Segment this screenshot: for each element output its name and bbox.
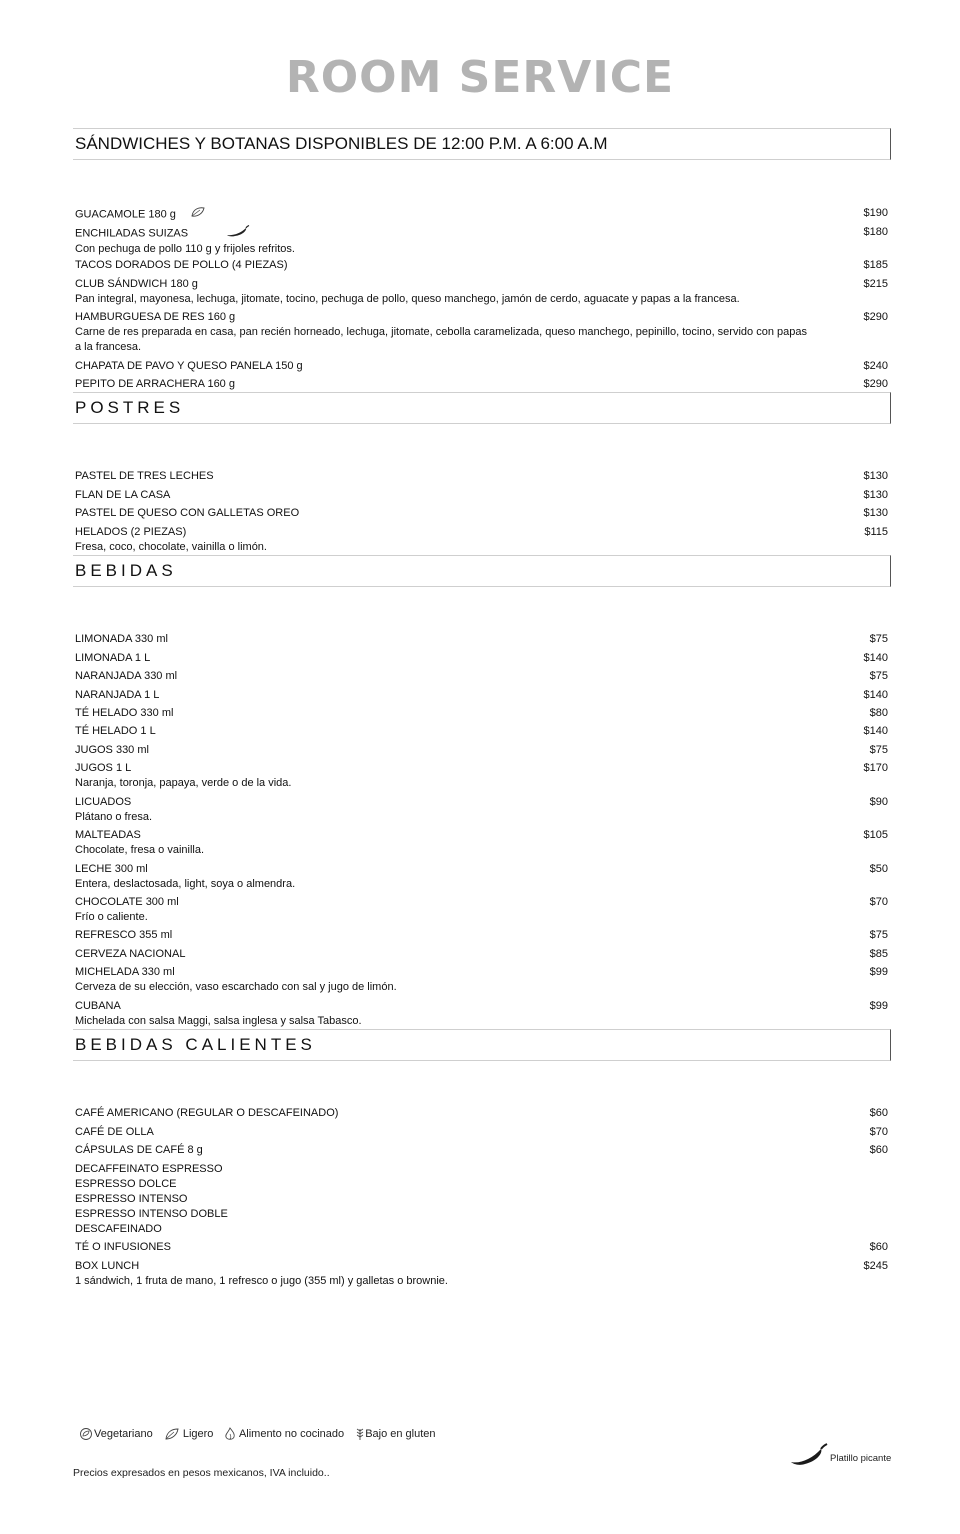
item-price: $245 bbox=[863, 1260, 888, 1272]
menu-item bbox=[75, 651, 888, 666]
legend-label: Vegetariano bbox=[94, 1427, 153, 1440]
item-price: $85 bbox=[869, 948, 888, 960]
item-name: CHOCOLATE 300 ml bbox=[75, 896, 179, 908]
menu-item bbox=[75, 258, 888, 273]
item-name: PEPITO DE ARRACHERA 160 g bbox=[75, 378, 235, 390]
legend-vegetariano bbox=[78, 1427, 153, 1441]
item-price: $75 bbox=[869, 929, 888, 941]
item-name: FLAN DE LA CASA bbox=[75, 489, 171, 501]
item-price: $99 bbox=[869, 1000, 888, 1012]
item-description: Chocolate, fresa o vainilla. bbox=[75, 844, 205, 856]
price-note: Precios expresados en pesos mexicanos, IVA incluido.. bbox=[73, 1467, 330, 1479]
page-title: ROOM SERVICE bbox=[285, 52, 675, 103]
menu-item bbox=[75, 828, 888, 858]
section-sandwiches bbox=[73, 128, 891, 390]
item-name: NARANJADA 1 L bbox=[75, 689, 160, 701]
menu-item bbox=[75, 206, 888, 223]
item-price: $140 bbox=[863, 689, 888, 701]
item-name: MICHELADA 330 ml bbox=[75, 966, 175, 978]
item-name: TÉ O INFUSIONES bbox=[75, 1241, 171, 1253]
item-price: $60 bbox=[869, 1107, 888, 1119]
menu-item bbox=[75, 795, 888, 825]
chili-icon bbox=[226, 225, 250, 242]
item-price: $130 bbox=[863, 489, 888, 501]
legend-no-cocinado bbox=[224, 1427, 344, 1441]
item-price: $290 bbox=[863, 378, 888, 390]
item-price: $75 bbox=[869, 744, 888, 756]
menu-item bbox=[75, 724, 888, 739]
item-description: Carne de res preparada en casa, pan recién horneado, lechuga, jitomate, cebolla caramelizada, queso manchego, pepinillo, tocino, servido con papas a la francesa. bbox=[75, 326, 807, 353]
chili-icon bbox=[790, 1442, 828, 1466]
menu-item bbox=[75, 1259, 888, 1289]
item-name: REFRESCO 355 ml bbox=[75, 929, 173, 941]
menu-item bbox=[75, 965, 888, 995]
item-price: $115 bbox=[864, 526, 888, 538]
menu-item bbox=[75, 1143, 888, 1237]
item-name: CÁPSULAS DE CAFÉ 8 g bbox=[75, 1144, 203, 1156]
item-description: 1 sándwich, 1 fruta de mano, 1 refresco o jugo (355 ml) y galletas o brownie. bbox=[75, 1275, 448, 1287]
capsule-option: DECAFFEINATO ESPRESSO bbox=[75, 1163, 223, 1175]
item-name: CLUB SÁNDWICH 180 g bbox=[75, 278, 198, 290]
capsule-option: DESCAFEINADO bbox=[75, 1223, 162, 1235]
section-postres bbox=[73, 392, 891, 553]
legend-gluten bbox=[355, 1427, 435, 1441]
section-header bbox=[73, 555, 891, 587]
menu-item bbox=[75, 669, 888, 684]
item-description: Con pechuga de pollo 110 g y frijoles refritos. bbox=[75, 243, 295, 255]
menu-item bbox=[75, 743, 888, 758]
leaf-icon bbox=[164, 1428, 180, 1440]
item-name: PASTEL DE TRES LECHES bbox=[75, 470, 214, 482]
menu-item bbox=[75, 895, 888, 925]
item-price: $240 bbox=[863, 360, 888, 372]
legend-ligero bbox=[164, 1427, 214, 1441]
menu-item bbox=[75, 469, 888, 484]
sprout-icon bbox=[78, 1428, 94, 1440]
item-name: CAFÉ AMERICANO (REGULAR O DESCAFEINADO) bbox=[75, 1107, 339, 1119]
menu-item bbox=[75, 688, 888, 703]
legend-picante bbox=[790, 1442, 892, 1469]
menu-item bbox=[75, 706, 888, 721]
item-price: $75 bbox=[869, 670, 888, 682]
item-price: $50 bbox=[869, 863, 888, 875]
menu-item bbox=[75, 377, 888, 392]
section-header bbox=[73, 392, 891, 424]
item-name: TÉ HELADO 1 L bbox=[75, 725, 156, 737]
menu-item bbox=[75, 1106, 888, 1121]
item-name: NARANJADA 330 ml bbox=[75, 670, 178, 682]
capsule-option: ESPRESSO INTENSO DOBLE bbox=[75, 1208, 228, 1220]
item-price: $130 bbox=[863, 507, 888, 519]
item-description: Entera, deslactosada, light, soya o almendra. bbox=[75, 878, 296, 890]
item-price: $105 bbox=[863, 829, 888, 841]
item-description: Frío o caliente. bbox=[75, 911, 148, 923]
legend-label: Alimento no cocinado bbox=[238, 1427, 345, 1440]
item-name: CUBANA bbox=[75, 1000, 121, 1012]
section-heading: BEBIDAS bbox=[75, 561, 177, 580]
item-name: CAFÉ DE OLLA bbox=[75, 1126, 154, 1138]
menu-item bbox=[75, 506, 888, 521]
menu-item bbox=[75, 310, 888, 355]
item-description: Michelada con salsa Maggi, salsa inglesa y salsa Tabasco. bbox=[75, 1015, 362, 1027]
item-description: Naranja, toronja, papaya, verde o de la vida. bbox=[75, 777, 292, 789]
section-bebidas-calientes bbox=[73, 1029, 891, 1287]
item-price: $90 bbox=[869, 796, 888, 808]
item-price: $170 bbox=[863, 762, 888, 774]
item-name: PASTEL DE QUESO CON GALLETAS OREO bbox=[75, 507, 300, 519]
item-name: ENCHILADAS SUIZAS bbox=[75, 227, 189, 240]
item-price: $190 bbox=[863, 207, 888, 219]
item-price: $290 bbox=[863, 311, 888, 323]
item-description: Pan integral, mayonesa, lechuga, jitomate, tocino, pechuga de pollo, queso manchego, jamón de cerdo, aguacate y papas a la francesa. bbox=[75, 293, 740, 305]
item-price: $75 bbox=[869, 633, 888, 645]
menu-item bbox=[75, 632, 888, 647]
item-name: CHAPATA DE PAVO Y QUESO PANELA 150 g bbox=[75, 360, 303, 372]
menu-item bbox=[75, 225, 888, 257]
item-description: Plátano o fresa. bbox=[75, 811, 153, 823]
menu-item bbox=[75, 999, 888, 1029]
menu-item bbox=[75, 525, 888, 555]
item-price: $140 bbox=[863, 652, 888, 664]
item-name: TÉ HELADO 330 ml bbox=[75, 707, 174, 719]
item-price: $80 bbox=[869, 707, 888, 719]
item-description: Cerveza de su elección, vaso escarchado con sal y jugo de limón. bbox=[75, 981, 397, 993]
item-price: $130 bbox=[863, 470, 888, 482]
item-name: JUGOS 330 ml bbox=[75, 744, 149, 756]
item-price: $70 bbox=[869, 1126, 888, 1138]
menu-item bbox=[75, 359, 888, 374]
item-name: LIMONADA 330 ml bbox=[75, 633, 168, 645]
section-header bbox=[73, 128, 891, 160]
item-name: CERVEZA NACIONAL bbox=[75, 948, 186, 960]
item-name: GUACAMOLE 180 g bbox=[75, 208, 176, 221]
capsule-option: ESPRESSO INTENSO bbox=[75, 1193, 188, 1205]
flame-icon bbox=[224, 1428, 236, 1440]
item-name: MALTEADAS bbox=[75, 829, 141, 841]
capsule-option: ESPRESSO DOLCE bbox=[75, 1178, 177, 1190]
item-name: LICUADOS bbox=[75, 796, 132, 808]
leaf-icon bbox=[190, 206, 206, 223]
item-price: $215 bbox=[863, 278, 888, 290]
menu-item bbox=[75, 947, 888, 962]
item-name: HELADOS (2 PIEZAS) bbox=[75, 526, 187, 538]
section-heading: POSTRES bbox=[75, 398, 185, 417]
menu-item bbox=[75, 761, 888, 791]
legend-label: Platillo picante bbox=[830, 1453, 892, 1464]
item-price: $99 bbox=[869, 966, 888, 978]
item-price: $60 bbox=[869, 1241, 888, 1253]
menu-item bbox=[75, 1125, 888, 1140]
item-name: BOX LUNCH bbox=[75, 1260, 140, 1272]
item-name: TACOS DORADOS DE POLLO (4 PIEZAS) bbox=[75, 259, 288, 271]
wheat-icon bbox=[355, 1428, 365, 1440]
menu-item bbox=[75, 277, 888, 307]
item-price: $70 bbox=[869, 896, 888, 908]
legend-label: Ligero bbox=[182, 1427, 214, 1440]
item-price: $185 bbox=[863, 259, 888, 271]
menu-item bbox=[75, 862, 888, 892]
menu-item bbox=[75, 928, 888, 943]
section-heading: BEBIDAS CALIENTES bbox=[75, 1035, 316, 1054]
item-name: JUGOS 1 L bbox=[75, 762, 132, 774]
menu-item bbox=[75, 488, 888, 503]
item-name: HAMBURGUESA DE RES 160 g bbox=[75, 311, 236, 323]
item-name: LIMONADA 1 L bbox=[75, 652, 151, 664]
legend bbox=[78, 1427, 444, 1441]
item-name: LECHE 300 ml bbox=[75, 863, 148, 875]
section-heading: SÁNDWICHES Y BOTANAS DISPONIBLES DE 12:00 P.M. A 6:00 A.M bbox=[75, 134, 608, 153]
section-header bbox=[73, 1029, 891, 1061]
item-description: Fresa, coco, chocolate, vainilla o limón. bbox=[75, 541, 267, 553]
menu-item bbox=[75, 1240, 888, 1255]
item-price: $180 bbox=[863, 226, 888, 238]
legend-label: Bajo en gluten bbox=[365, 1427, 436, 1440]
section-bebidas bbox=[73, 555, 891, 1027]
item-price: $60 bbox=[869, 1144, 888, 1156]
item-price: $140 bbox=[863, 725, 888, 737]
